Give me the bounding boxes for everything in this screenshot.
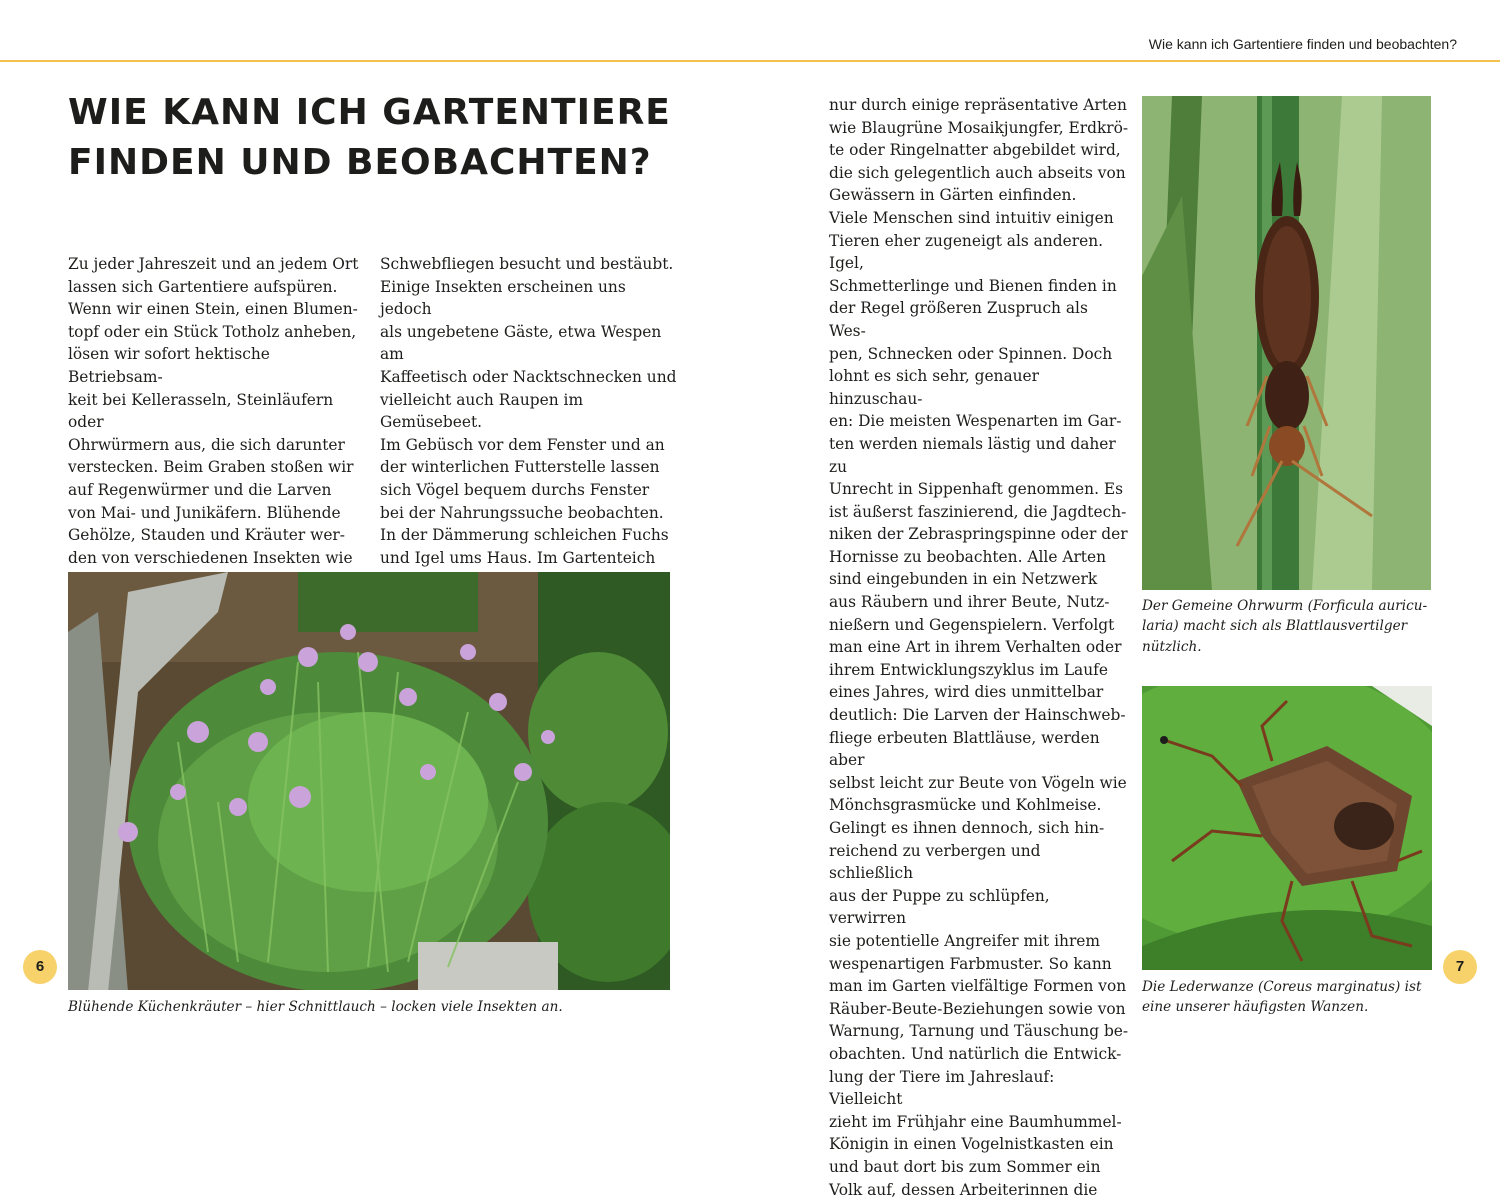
body-column-2: Schwebfliegen besucht und bestäubt. Einige Insekten erscheinen uns jedoch als ungebetene Gäste, etwa Wespen am Kaffeetisch oder Nacktschnecken und vielleicht auch Raupen im Gemüsebeet. Im Gebüsch vor dem Fenster und an der winterlichen Futterstelle lassen sich Vögel bequem durchs Fenster bei der Nahrungssuche beobachten. In der Dämmerung schleichen Fuchs und Igel ums Haus. Im Gartenteich [380,255,677,567]
leatherbug-photo [1142,686,1432,970]
leatherbug-caption: Die Lederwanze (Coreus marginatus) ist eine unserer häufigsten Wanzen. [1142,979,1422,1016]
running-header: Wie kann ich Gartentiere finden und beobachten? [1148,36,1457,52]
page-number-right: 7 [1443,950,1477,984]
earwig-photo [1142,96,1431,590]
page-title: WIE KANN ICH GARTENTIERE FINDEN UND BEOBACHTEN? [68,92,671,183]
header-rule [0,60,1500,62]
earwig-caption: Der Gemeine Ohrwurm (Forficula auricu- laria) macht sich als Blattlausvertilger nützlich. [1142,598,1428,655]
body-column-3: nur durch einige repräsentative Arten wie Blaugrüne Mosaikjungfer, Erdkrö- te oder Ringelnatter abgebildet wird, die sich gelegentlich auch abseits von Gewässern in Gärten einfinden. Viele Menschen sind intuitiv einigen Tieren eher zugeneigt als anderen. Igel, Schmetterlinge und Bienen finden in der Regel größeren Zuspruch als Wes- pen, Schnecken oder Spinnen. Doch lohnt es sich sehr, genauer hinzuschau- en: Die meisten Wespenarten im Gar- ten werden niemals lästig und daher zu Unrecht in Sippenhaft genommen. Es ist äußerst faszinierend, die Jagdtech- niken der Zebraspringspinne oder der Hornisse zu beobachten. Alle Arten sind eingebunden in ein Netzwerk aus Räubern und ihrer Beute, Nutz- nießern und Gegenspielern. Verfolgt man eine Art in ihrem Verhalten oder ihrem Entwicklungszyklus im Laufe eines Jahres, wird dies unmittelbar deutlich: Die Larven der Hainschweb- fliege erbeuten Blattläuse, werden aber selbst leicht zur Beute von Vögeln wie Mönchsgrasmücke und Kohlmeise. Gelingt es ihnen dennoch, sich hin- reichend zu verbergen und schließlich aus der Puppe zu schlüpfen, verwirren sie potentielle Angreifer mit ihrem wespenartigen Farbmuster. So kann man im Garten vielfältige Formen von Räuber-Beute-Beziehungen sowie von Warnung, Tarnung und Täuschung be- obachten. Und natürlich die Entwick- lung der Tiere im Jahreslauf: Vielleicht zieht im Frühjahr eine Baumhummel- Königin in einen Vogelnistkasten ein und baut dort bis zum Sommer ein Volk auf, dessen Arbeiterinnen die [829,96,1129,1199]
chives-photo [68,572,670,990]
page-number-left: 6 [23,950,57,984]
body-column-1: Zu jeder Jahreszeit und an jedem Ort lassen sich Gartentiere aufspüren. Wenn wir einen Stein, einen Blumen- topf oder ein Stück Totholz anheben, lösen wir sofort hektische Betriebsam- keit bei Kellerasseln, Steinläufern oder Ohrwürmern aus, die sich darunter verstecken. Beim Graben stoßen wir auf Regenwürmer und die Larven von Mai- und Junikäfern. Blühende Gehölze, Stauden und Kräuter wer- den von verschiedenen Insekten wie [68,255,359,567]
chives-caption: Blühende Küchenkräuter – hier Schnittlauch – locken viele Insekten an. [68,999,563,1015]
